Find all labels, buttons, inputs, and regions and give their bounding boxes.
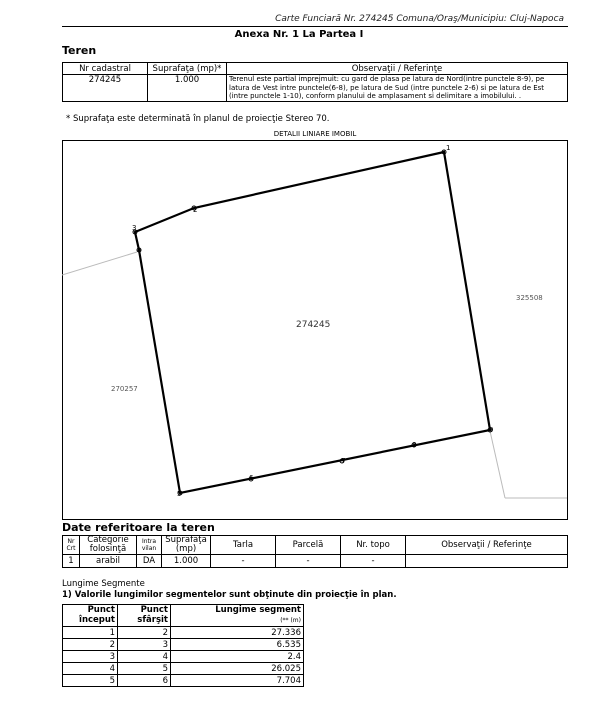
cell-nr-cadastral: 274245 [63, 75, 148, 102]
col-categorie: Categorie folosinţă [80, 536, 137, 555]
col-observatii: Observaţii / Referinţe [227, 63, 568, 75]
annex-title: Anexa Nr. 1 La Partea I [234, 29, 364, 40]
cell-len: 27.336 [171, 627, 304, 639]
segmente-title: Lungime Segmente [62, 579, 145, 589]
cell-intravilan: DA [137, 555, 162, 568]
cell-end: 3 [118, 639, 171, 651]
date-teren-title: Date referitoare la teren [62, 521, 215, 534]
neighbor-east-label: 325508 [516, 294, 543, 302]
cell-start: 3 [63, 651, 118, 663]
col-suprafata-mp: Suprafaţa (mp) [162, 536, 211, 555]
cell-end: 4 [118, 651, 171, 663]
col-nr-cadastral: Nr cadastral [63, 63, 148, 75]
cell-nr-topo: - [341, 555, 406, 568]
neighbor-west-label: 270257 [111, 385, 138, 393]
cell-observatii: Terenul este partial imprejmuit: cu gard de plasa pe latura de Nord(intre punctele 8-9), pe latura de Vest intre punctele(6-8), pe latura de Sud (intre punctele 2-6) si pe latura de Est (intre punctele 1-10), conform planului de amplasament si delimitare a imobilului. . [227, 75, 568, 102]
table-row [63, 555, 568, 568]
stereo-note: * Suprafaţa este determinată în planul de proiecţie Stereo 70. [66, 114, 330, 124]
parcel-map [62, 140, 568, 520]
table-row [63, 663, 304, 675]
cell-len: 2.4 [171, 651, 304, 663]
table-row [63, 75, 568, 102]
point-label-7: 7 [341, 457, 346, 465]
cell-start: 1 [63, 627, 118, 639]
carte-funciara-header: Carte Funciară Nr. 274245 Comuna/Oraş/Municipiu: Cluj-Napoca [275, 14, 564, 24]
col-tarla: Tarla [211, 536, 276, 555]
col-suprafata: Suprafaţa (mp)* [148, 63, 227, 75]
point-label-4: 4 [137, 247, 142, 255]
cell-obs [406, 555, 568, 568]
map-frame [63, 141, 568, 520]
teren-table [62, 62, 568, 102]
cell-start: 2 [63, 639, 118, 651]
col-observatii-referinte: Observaţii / Referinţe [406, 536, 568, 555]
cell-categorie: arabil [80, 555, 137, 568]
point-label-3: 3 [132, 224, 137, 232]
date-teren-table [62, 535, 568, 568]
segmente-subtitle: 1) Valorile lungimilor segmentelor sunt obţinute din proiecţie în plan. [62, 590, 397, 600]
cell-len: 26.025 [171, 663, 304, 675]
table-row [63, 651, 304, 663]
col-intravilan: Intra vilan [137, 536, 162, 555]
point-label-2: 2 [193, 206, 198, 214]
cell-end: 2 [118, 627, 171, 639]
cell-tarla: - [211, 555, 276, 568]
segmente-table [62, 604, 304, 687]
cell-len: 7.704 [171, 675, 304, 687]
parcel-number-label: 274245 [296, 320, 331, 330]
col-lungime-segment [171, 605, 304, 627]
col-nr-crt: Nr Crt [63, 536, 80, 555]
col-parcela: Parcelă [276, 536, 341, 555]
cell-parcela: - [276, 555, 341, 568]
cell-end: 6 [118, 675, 171, 687]
table-row [63, 675, 304, 687]
point-label-5: 5 [177, 490, 182, 498]
cell-len: 6.535 [171, 639, 304, 651]
table-row [63, 627, 304, 639]
point-label-6: 6 [249, 474, 254, 482]
point-label-8: 8 [412, 441, 417, 449]
col-nr-topo: Nr. topo [341, 536, 406, 555]
point-label-9: 9 [489, 426, 494, 434]
col-punct-inceput: Punct început [63, 605, 118, 627]
cell-start: 5 [63, 675, 118, 687]
cell-end: 5 [118, 663, 171, 675]
col-lungime-unit: (** (m) [280, 617, 301, 624]
cell-suprafata-mp: 1.000 [162, 555, 211, 568]
map-label: DETALII LINIARE IMOBIL [273, 130, 357, 138]
cell-start: 4 [63, 663, 118, 675]
table-row [63, 639, 304, 651]
header-divider [62, 26, 568, 27]
point-label-1: 1 [446, 144, 451, 152]
teren-section-title: Teren [62, 44, 97, 57]
cell-nr: 1 [63, 555, 80, 568]
col-punct-sfarsit: Punct sfârşit [118, 605, 171, 627]
cell-suprafata: 1.000 [148, 75, 227, 102]
col-lungime-label: Lungime segment [215, 605, 301, 615]
